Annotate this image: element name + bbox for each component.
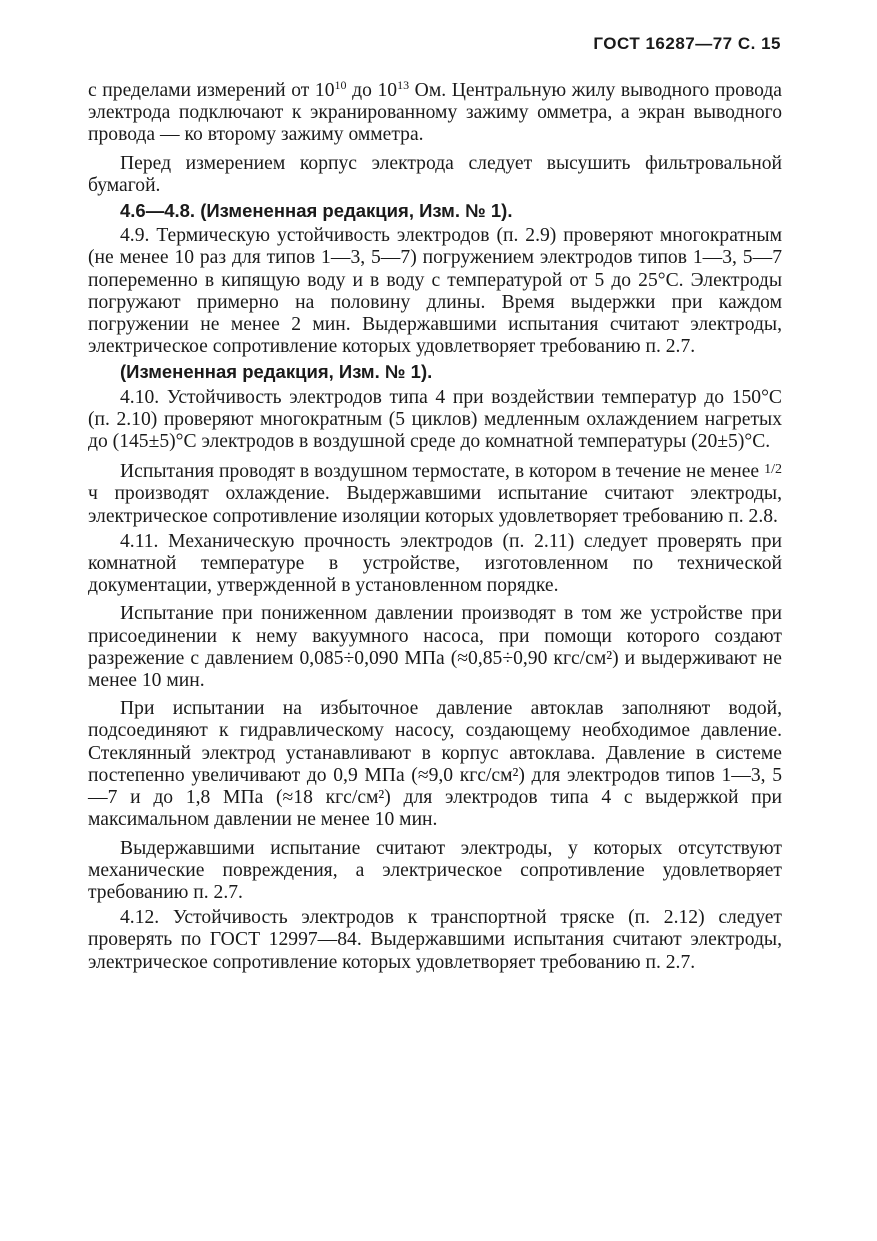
clause-4-12: 4.12. Устойчивость электродов к транспортной тряске (п. 2.12) следует проверять по ГОСТ 12997—84. Выдержавшими испытания считают электроды, электрическое сопротивление которых удовлетворяет требованию п. 2.7. (88, 907, 782, 973)
paragraph-overpressure: При испытании на избыточное давление автоклав заполняют водой, подсоединяют к гидравлическому насосу, создающему необходимое давление. Стеклянный электрод устанавливают в корпус автоклава. Давление в системе постепенно увеличивают до 0,9 МПа (≈9,0 кгс/см²) для электродов типов 1—3, 5—7 и до 1,8 МПа (≈18 кгс/см²) для электродов типа 4 с выдержкой при максимальном давлении не менее 10 мин. (88, 698, 782, 831)
running-header: ГОСТ 16287—77 С. 15 (593, 34, 781, 53)
text-segment: до 10 (346, 80, 398, 101)
clause-4-10: 4.10. Устойчивость электродов типа 4 при воздействии температур до 150°С (п. 2.10) проверяют многократным (5 циклов) медленным охлаждением нагретых до (145±5)°С электродов в воздушной среде до комнатной температуры (20±5)°С. (88, 386, 782, 453)
paragraph-low-pressure: Испытание при пониженном давлении производят в том же устройстве при присоединении к нему вакуумного насоса, при помощи которого создают разрежение с давлением 0,085÷0,090 МПа (≈0,85÷0,90 кгс/см²) и выдерживают не менее 10 мин. (88, 603, 782, 692)
text-segment: Испытания проводят в воздушном термостате, в котором в течение не менее (120, 461, 765, 483)
amendment-note-4-9: (Измененная редакция, Изм. № 1). (120, 361, 433, 383)
amendment-note-4-6-4-8: 4.6—4.8. (Измененная редакция, Изм. № 1). (120, 200, 513, 222)
paragraph-continued (88, 80, 782, 147)
fraction: 1/2 (764, 462, 782, 478)
text-segment: с пределами измерений от 10 (88, 80, 335, 101)
clause-4-9: 4.9. Термическую устойчивость электродов (п. 2.9) проверяют многократным (не менее 10 раз для типов 1—3, 5—7) погружением электродов типов 1—3, 5—7 попеременно в кипящую воду и в воду с температурой от 5 до 25°С. Электроды погружают примерно на половину длины. Время выдержки при каждом погружении не менее 2 мин. Выдержавшими испытания считают электроды, электрическое сопротивление которых удовлетворяет требованию п. 2.7. (88, 225, 782, 358)
exponent: 13 (397, 78, 410, 92)
paragraph-drying: Перед измерением корпус электрода следует высушить фильтровальной бумагой. (88, 152, 782, 196)
text-segment: Ом. Центральную жилу выводного провода электрода подключают к экранированному зажиму омметра, а экран выводного провода — ко второму зажиму омметра. (88, 80, 782, 146)
document-body (88, 80, 782, 974)
clause-4-11: 4.11. Механическую прочность электродов (п. 2.11) следует проверять при комнатной температуре в устройстве, изготовленном по технической документации, утвержденной в установленном порядке. (88, 530, 782, 597)
paragraph-acceptance: Выдержавшими испытание считают электроды, у которых отсутствуют механические повреждения, а электрическое сопротивление удовлетворяет требованию п. 2.7. (88, 837, 782, 903)
exponent: 10 (334, 78, 347, 92)
paragraph-thermostat (88, 459, 782, 528)
text-segment: ч производят охлаждение. Выдержавшими испытание считают электроды, электрическое сопротивление изоляции которых удовлетворяет требованию п. 2.8. (88, 483, 782, 527)
